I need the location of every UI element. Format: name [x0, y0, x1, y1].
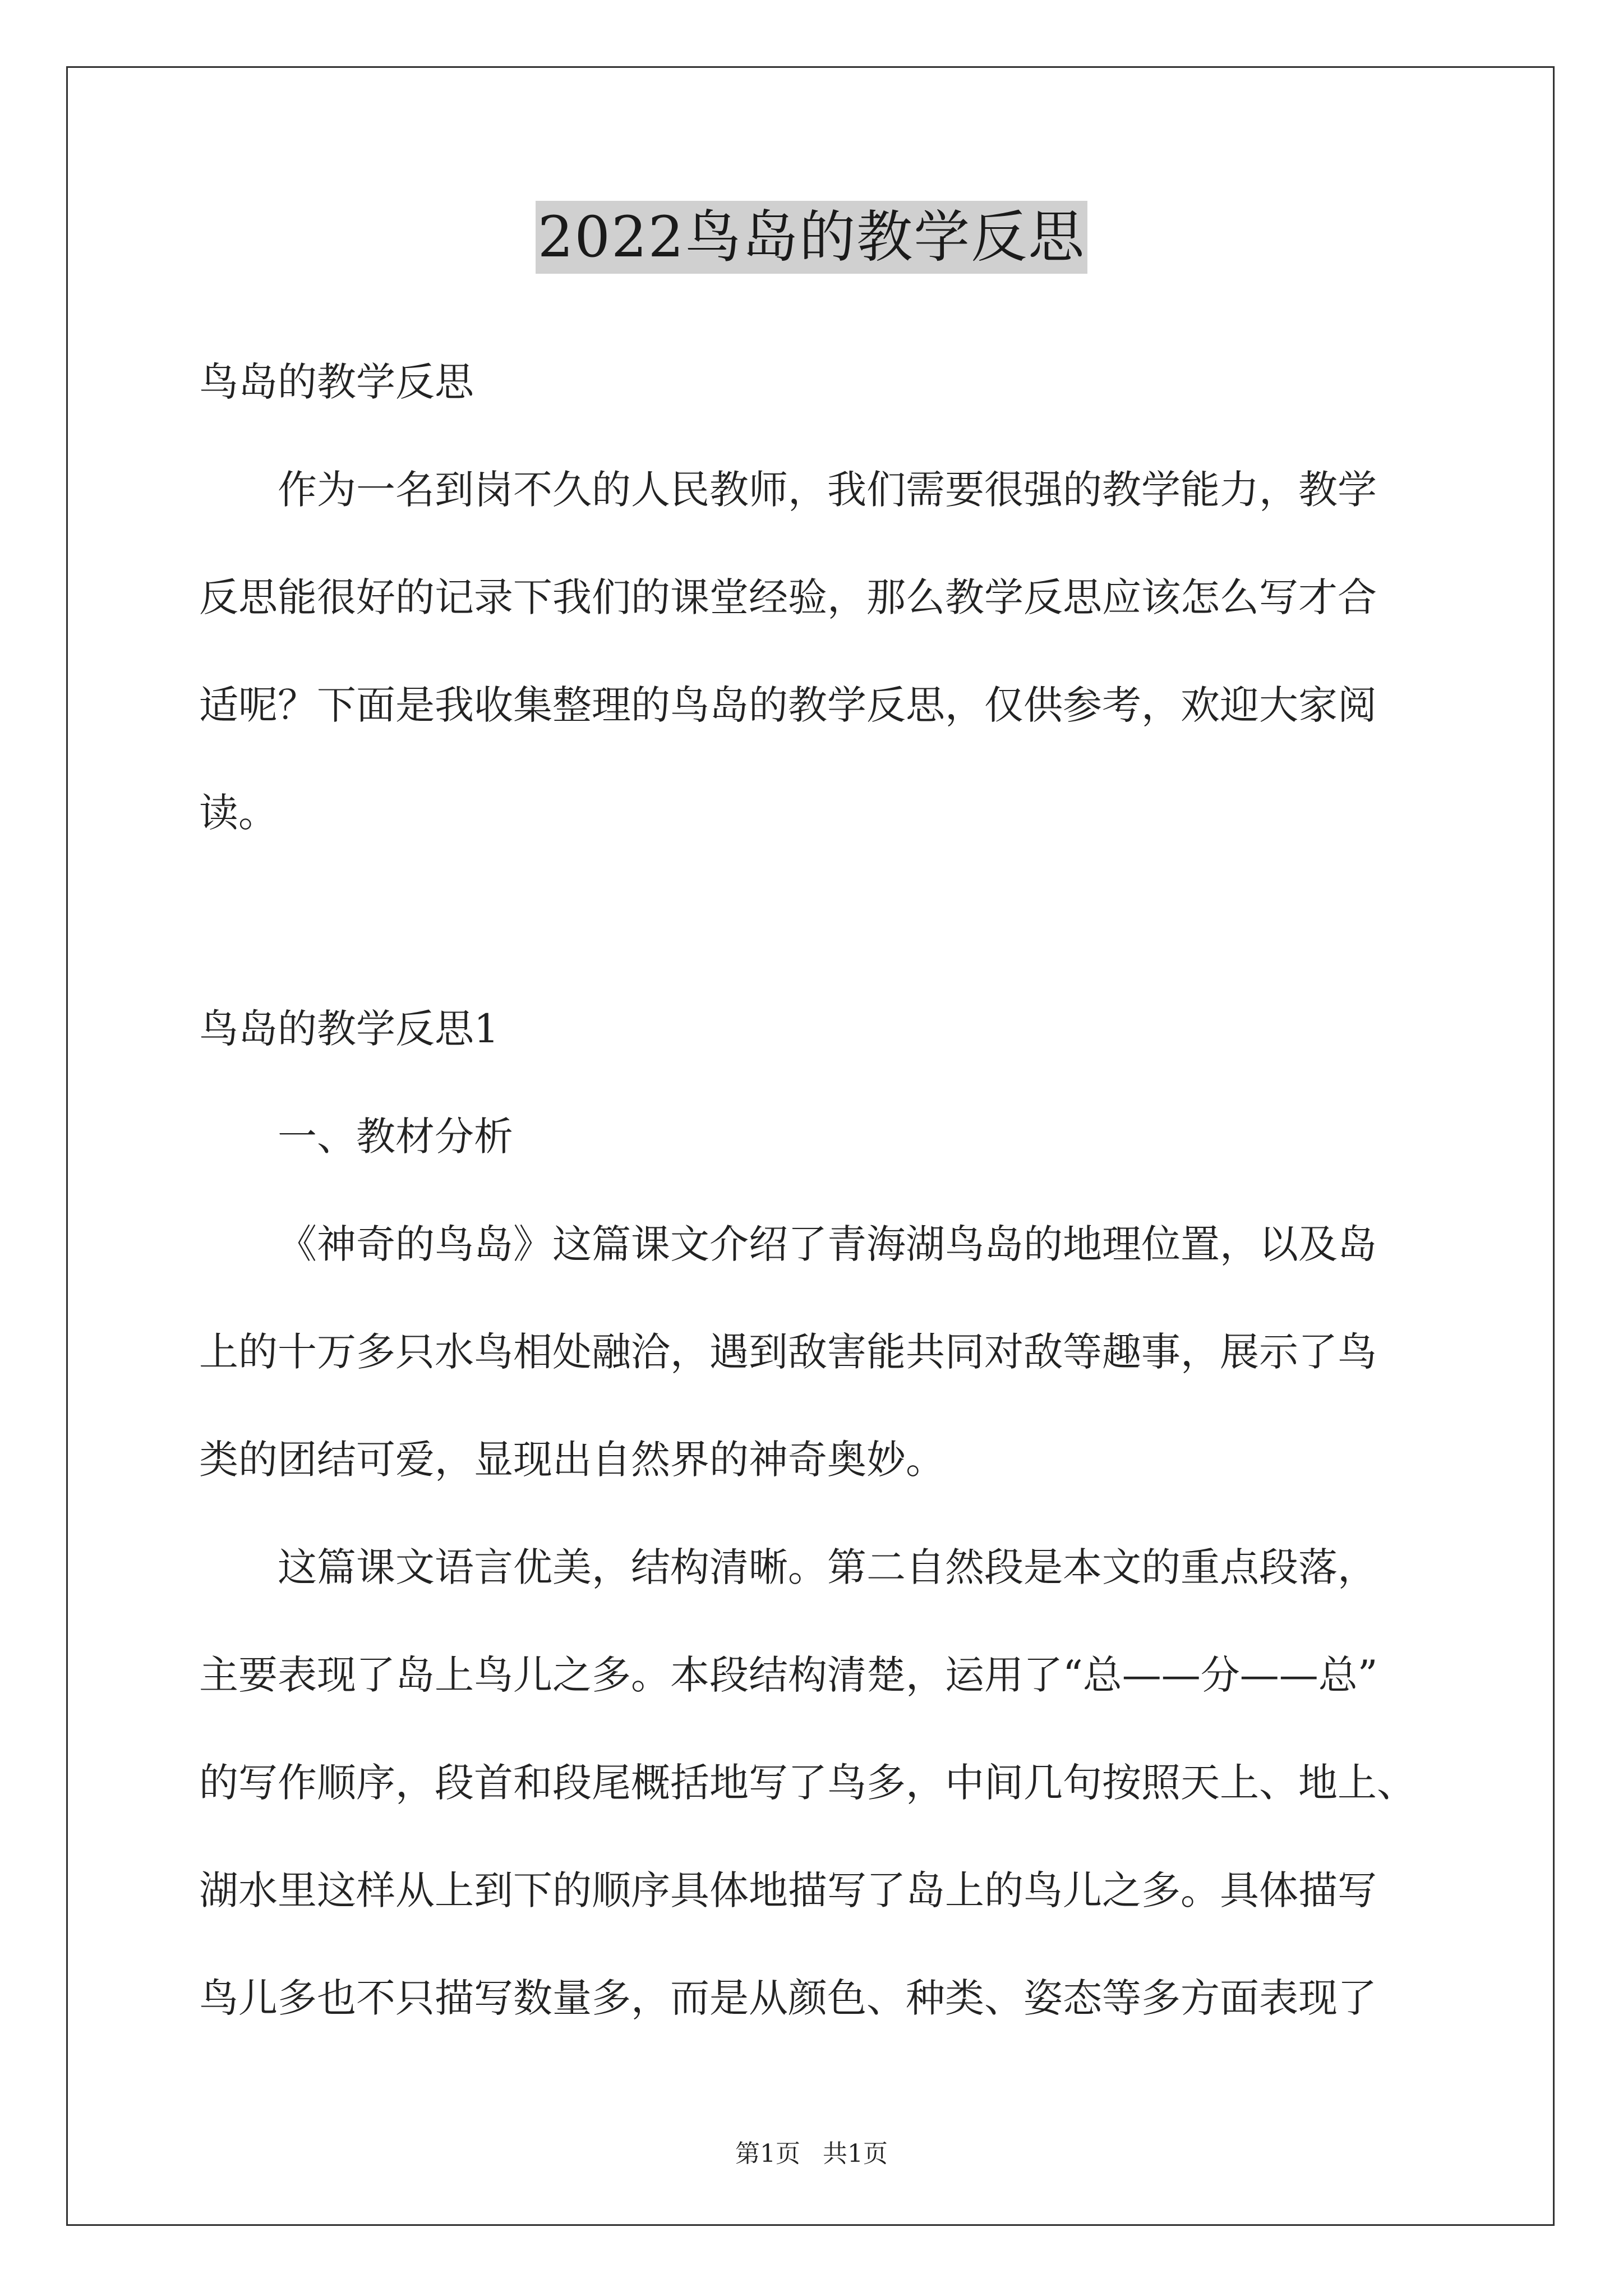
paragraph-line: 鸟儿多也不只描写数量多，而是从颜色、种类、姿态等多方面表现了 [199, 1975, 1377, 2021]
paragraph-line: 湖水里这样从上到下的顺序具体地描写了岛上的鸟儿之多。具体描写 [199, 1867, 1377, 1913]
paragraph-line: 上的十万多只水鸟相处融洽，遇到敌害能共同对敌等趣事，展示了鸟 [199, 1329, 1377, 1375]
intro-line: 反思能很好的记录下我们的课堂经验，那么教学反思应该怎么写才合 [199, 574, 1377, 620]
sub-heading: 一、教材分析 [278, 1114, 513, 1159]
paragraph-line: 的写作顺序，段首和段尾概括地写了鸟多，中间几句按照天上、地上、 [199, 1760, 1416, 1806]
page-number: 第1页 [735, 2139, 800, 2168]
page-total: 共1页 [823, 2139, 888, 2168]
document-subtitle: 鸟岛的教学反思 [199, 359, 474, 405]
intro-line: 适呢？下面是我收集整理的鸟岛的教学反思，仅供参考，欢迎大家阅 [199, 682, 1377, 728]
document-title: 2022鸟岛的教学反思 [536, 201, 1088, 274]
paragraph-line: 《神奇的鸟岛》这篇课文介绍了青海湖鸟岛的地理位置，以及岛 [278, 1221, 1377, 1267]
section-heading: 鸟岛的教学反思1 [199, 1006, 499, 1052]
page-footer [0, 2137, 1623, 2171]
intro-line: 读。 [199, 790, 278, 836]
title-container [0, 201, 1623, 274]
paragraph-line: 类的团结可爱，显现出自然界的神奇奥妙。 [199, 1437, 945, 1483]
paragraph-line: 主要表现了岛上鸟儿之多。本段结构清楚，运用了“总——分——总” [199, 1652, 1378, 1698]
paragraph-line: 这篇课文语言优美，结构清晰。第二自然段是本文的重点段落， [278, 1544, 1377, 1590]
intro-line: 作为一名到岗不久的人民教师，我们需要很强的教学能力，教学 [278, 467, 1377, 513]
